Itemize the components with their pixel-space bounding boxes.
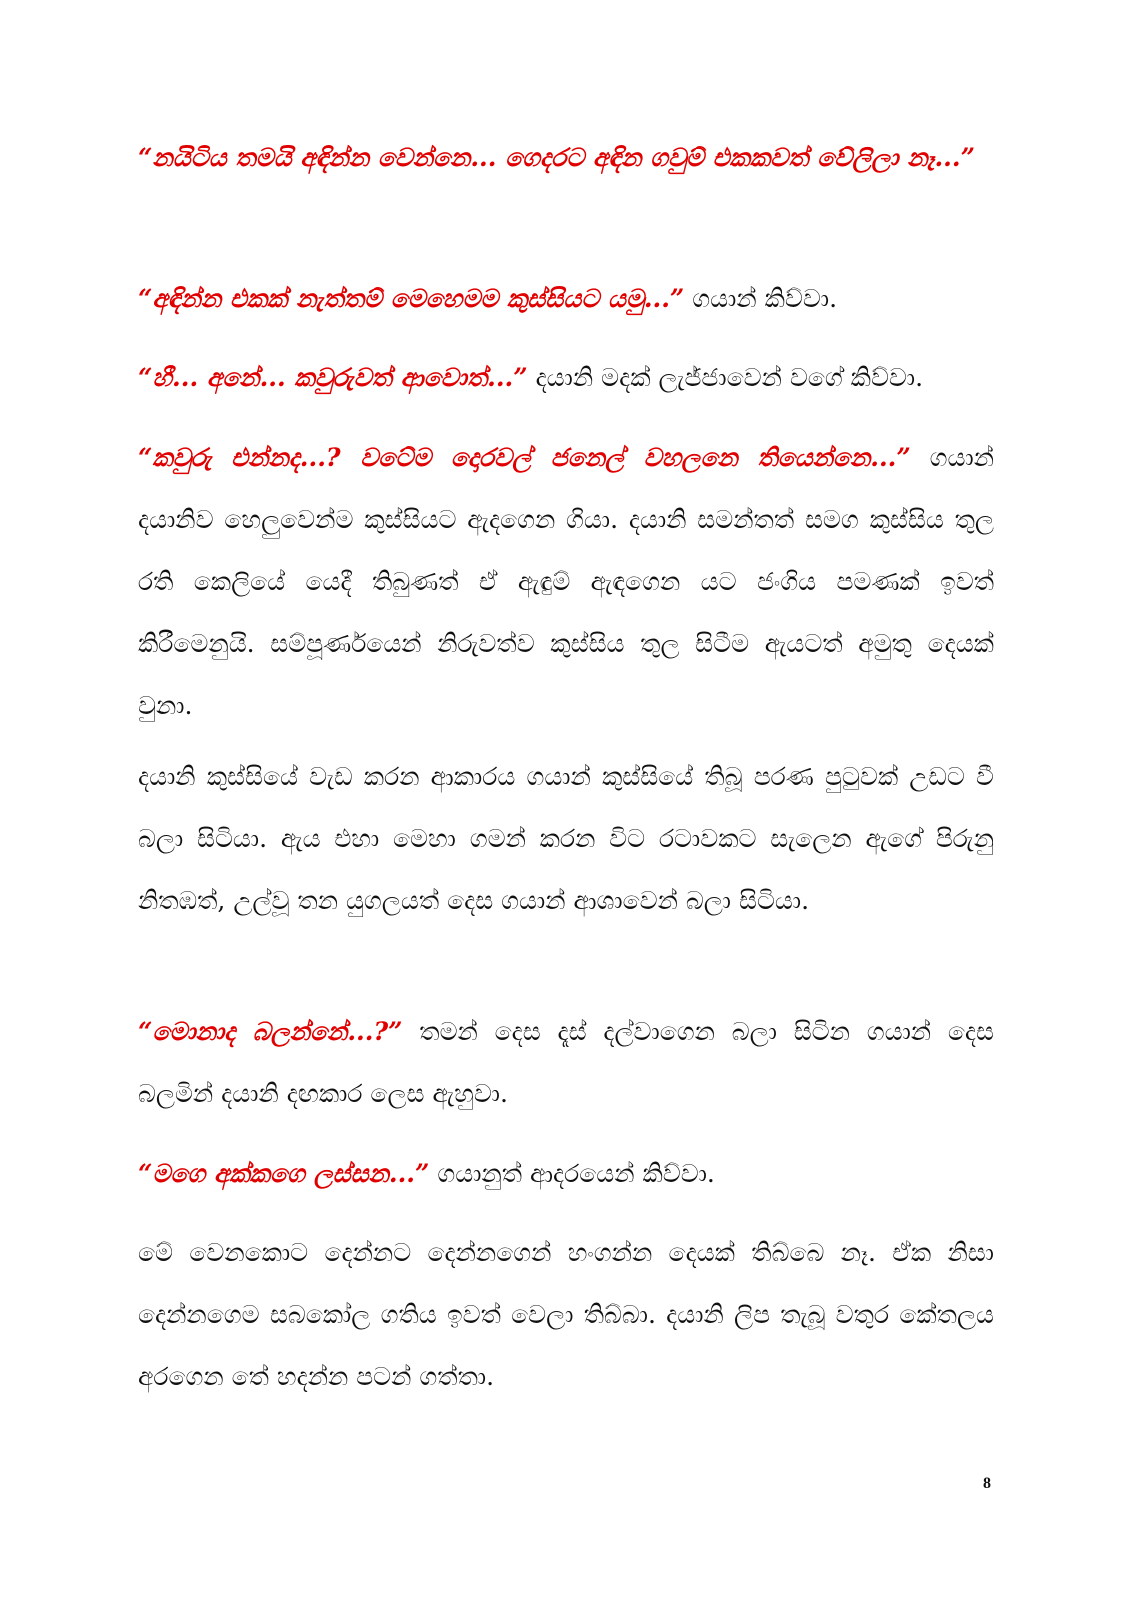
paragraph-7: [138, 1143, 994, 1205]
paragraph-3: [138, 347, 994, 409]
paragraph-4: [138, 427, 994, 737]
narration-text: දයානි කුස්සියේ වැඩ කරන ආකාරය ගයාන් කුස්සියේ තිබූ පරණ පුටුවක් උඩට වී බලා සිටියා. ඇය එහා මෙහා ගමන් කරන විට රටාවකට සැලෙන ඇගේ පිරුනු නිතඹත්, උල්වූ තන යුගලයත් දෙස ගයාන් ආශාවෙන් බලා සිටියා.: [138, 762, 994, 915]
dialogue-quote: “හී... අනේ... කවුරුවත් ආවොත්...”: [138, 363, 528, 392]
dialogue-quote: “කවුරු එන්නද...? වටේම දොරවල් ජනෙල් වහලනෙ තියෙන්නෙ...”: [138, 443, 911, 472]
narration-text: ගයාන් කිව්වා.: [684, 284, 838, 313]
paragraph-8: [138, 1222, 994, 1408]
narration-text: ගයාන් දයානිව හෙලුවෙන්ම කුස්සියට ඇදගෙන ගියා. දයානි සමන්තත් සමග කුස්සිය තුල රති කෙලියේ යෙදී තිබුණත් ඒ ඇඳුම් ඇඳගෙන යට ජංගිය පමණක් ඉවත් කිරීමෙනුයි. සම්පූර්ණයෙන් නිරුවත්ව කුස්සිය තුල සිටීම ඇයටත් අමුතු දෙයක් වුනා.: [138, 443, 994, 720]
dialogue-quote: “නයිටිය තමයි අඳින්න වෙන්නෙ... ගෙදරට අඳින ගවුම් එකකවත් වේලිලා නෑ...”: [138, 143, 975, 172]
narration-text: දයානි මදක් ලැජ්ජාවෙන් වගේ කිව්වා.: [527, 363, 924, 392]
dialogue-quote: “අඳින්න එකක් නැත්තම් මෙහෙමම කුස්සියට යමු...”: [138, 284, 685, 313]
narration-text: ගයානුත් ආදරයෙන් කිව්වා.: [429, 1159, 715, 1188]
paragraph-5: [138, 746, 994, 932]
narration-text: තමන් දෙස දෑස් දල්වාගෙන බලා සිටින ගයාන් දෙස බලමින් දයානි දඟකාර ලෙස ඇහුවා.: [138, 1017, 994, 1108]
paragraph-1: [138, 127, 994, 189]
dialogue-quote: “මොනාද බලන්නේ...?”: [138, 1017, 403, 1046]
dialogue-quote: “මගෙ අක්කගෙ ලස්සන...”: [138, 1159, 430, 1188]
page-number: 8: [983, 1475, 991, 1492]
narration-text: මේ වෙනකොට දෙන්නට දෙන්නගෙන් හංගන්න දෙයක් තිබ්බෙ නෑ. ඒක නිසා දෙන්නගෙම සබකෝල ගතිය ඉවත් වෙලා තිබ්බා. දයානි ලිප තැබූ වතුර කේතලය අරගෙන තේ හදන්න පටන් ගත්තා.: [138, 1238, 994, 1391]
paragraph-2: [138, 268, 994, 330]
paragraph-6: [138, 1001, 994, 1125]
